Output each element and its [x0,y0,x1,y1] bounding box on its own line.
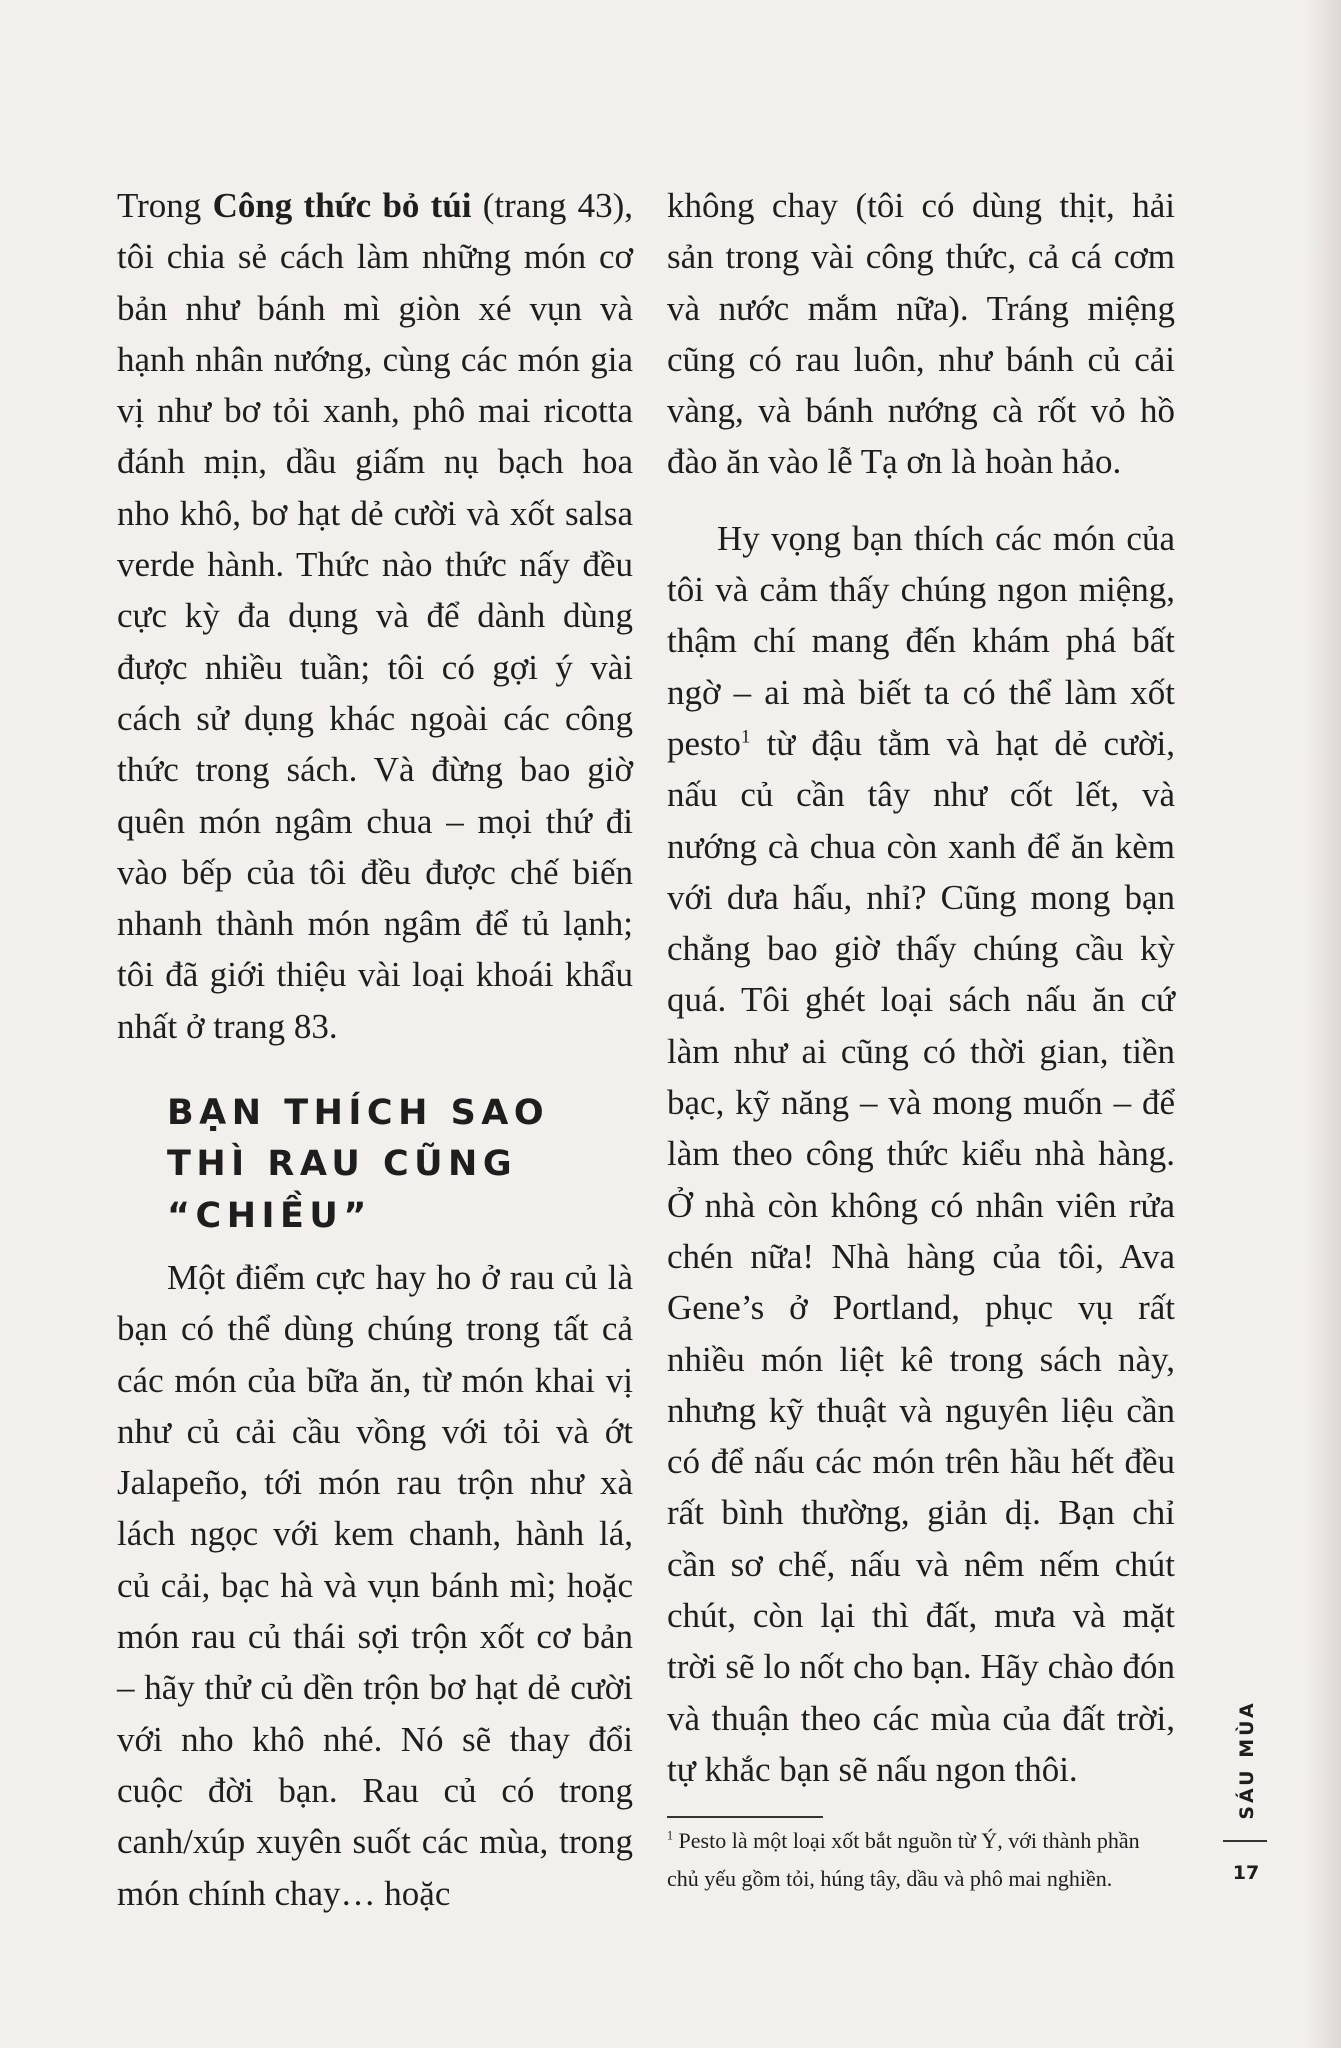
footnote-marker: 1 [667,1828,674,1843]
paragraph-continued: không chay (tôi có dùng thịt, hải sản trong vài công thức, cả cá cơm và nước mắm nữa). Tráng miệng cũng có rau luôn, như bánh củ cải vàng, và bánh nướng cà rốt vỏ hồ đào ăn vào lễ Tạ ơn là hoàn hảo. [667,186,1175,482]
right-column [667,180,1175,1795]
section-label-text: SÁU MÙA [1236,1700,1258,1820]
paragraph-vegetables: Một điểm cực hay ho ở rau củ là bạn có thể dùng chúng trong tất cả các món của bữa ăn, từ món khai vị như củ cải cầu vồng với tỏi và ớt Jalapeño, tới món rau trộn như xà lách ngọc với kem chanh, hành lá, củ cải, bạc hà và vụn bánh mì; hoặc món rau củ thái sợi trộn xốt cơ bản – hãy thử củ dền trộn bơ hạt dẻ cười với nho khô nhé. Nó sẽ thay đổi cuộc đời bạn. Rau củ có trong canh/xúp xuyên suốt các mùa, trong món chính chay… hoặc [117,1257,633,1913]
page-number-divider [1223,1840,1267,1842]
paragraph-text: Hy vọng bạn thích các món của tôi và cảm thấy chúng ngon miệng, thậm chí mang đến khám phá bất ngờ – ai mà biết ta có thể làm xốt pesto [667,518,1175,763]
bold-reference: Công thức bỏ túi [212,186,472,225]
page-number: 17 [1232,1862,1260,1884]
section-heading: BẠN THÍCH SAO THÌ RAU CŨNG “CHIỀU” [167,1093,550,1236]
paragraph-text: (trang 43), tôi chia sẻ cách làm những món cơ bản như bánh mì giòn xé vụn và hạnh nhân nướng, cùng các món gia vị như bơ tỏi xanh, phô mai ricotta đánh mịn, dầu giấm nụ bạch hoa nho khô, bơ hạt dẻ cười và xốt salsa verde hành. Thức nào thức nấy đều cực kỳ đa dụng và để dành dùng được nhiều tuần; tôi có gợi ý vài cách sử dụng khác ngoài các công thức trong sách. Và đừng bao giờ quên món ngâm chua – mọi thứ đi vào bếp của tôi đều được chế biến nhanh thành món ngâm để tủ lạnh; tôi đã giới thiệu vài loại khoái khẩu nhất ở trang 83. [117,186,633,1046]
footnote [667,1822,1175,1898]
footnote-text: Pesto là một loại xốt bắt nguồn từ Ý, với thành phần chủ yếu gồm tỏi, húng tây, dầu và phô mai nghiền. [667,1828,1140,1891]
paragraph-text: từ đậu tằm và hạt dẻ cười, nấu củ cần tây như cốt lết, và nướng cà chua còn xanh để ăn kèm với dưa hấu, nhỉ? Cũng mong bạn chẳng bao giờ thấy chúng cầu kỳ quá. Tôi ghét loại sách nấu ăn cứ làm như ai cũng có thời gian, tiền bạc, kỹ năng – và mong muốn – để làm theo công thức kiểu nhà hàng. Ở nhà còn không có nhân viên rửa chén nữa! Nhà hàng của tôi, Ava Gene’s ở Portland, phục vụ rất nhiều món liệt kê trong sách này, nhưng kỹ thuật và nguyên liệu cần có để nấu các món trên hầu hết đều rất bình thường, giản dị. Bạn chỉ cần sơ chế, nấu và nêm nếm chút chút, còn lại thì đất, mưa và mặt trời sẽ lo nốt cho bạn. Hãy chào đón và thuận theo các mùa của đất trời, tự khắc bạn sẽ nấu ngon thôi. [667,723,1175,1789]
paragraph-hope [667,513,1175,1795]
page-edge-shadow [1305,0,1341,2048]
footnote-reference: 1 [740,726,751,748]
footnote-divider [667,1816,823,1818]
left-column [117,180,633,1919]
running-section-label [1230,1700,1264,1820]
paragraph-intro [117,180,633,1052]
paragraph-text: Trong [117,186,213,225]
